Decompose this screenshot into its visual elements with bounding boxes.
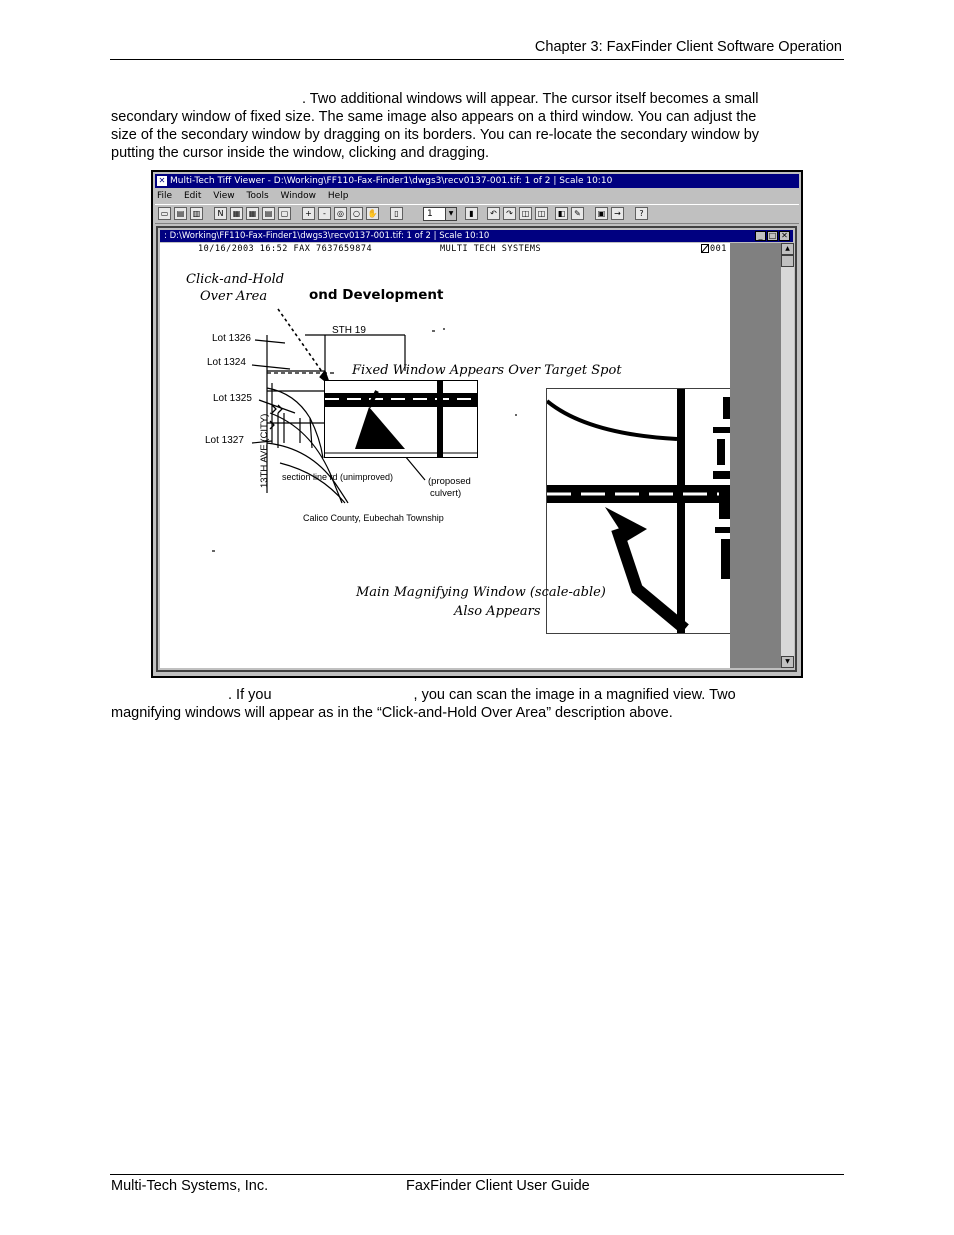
hand-icon[interactable]: ✋ — [367, 209, 378, 218]
fit-page-icon[interactable]: ▦ — [246, 207, 259, 220]
outro-line-1 — [111, 686, 831, 704]
intro-line-1: . Two additional windows will appear. The cursor itself becomes a small — [302, 91, 759, 107]
menu-help[interactable]: Help — [327, 191, 349, 201]
magnify-icon[interactable]: ○ — [350, 207, 363, 220]
app-title: Multi-Tech Tiff Viewer - D:\Working\FF110-Fax-Finder1\dwgs3\recv0137-001.tif: 1 of 2 | Scale 10:10 — [170, 176, 613, 186]
maximize-icon[interactable]: □ — [768, 231, 777, 240]
callout-click-hold-2: Over Area — [200, 289, 268, 304]
chapter-header: Chapter 3: FaxFinder Client Software Operation — [534, 39, 842, 55]
menu-file[interactable]: File — [157, 191, 173, 201]
fax-header-page: 001 — [710, 244, 727, 254]
footer-company: Multi-Tech Systems, Inc. — [111, 1178, 269, 1194]
callout-main-magnifier-2: Also Appears — [454, 604, 541, 619]
document-background — [730, 243, 781, 668]
help-icon[interactable]: ? — [635, 207, 648, 220]
callout-fixed-window: Fixed Window Appears Over Target Spot — [352, 363, 622, 378]
menu-view[interactable]: View — [213, 191, 235, 201]
outro-line-2: magnifying windows will appear as in the “Click-and-Hold Over Area” description above. — [111, 705, 673, 721]
chevron-down-icon[interactable]: ▼ — [445, 208, 456, 220]
vertical-scrollbar[interactable] — [781, 243, 794, 668]
intro-line-3: size of the secondary window by dragging on its borders. You can re-locate the secondary window by — [111, 127, 760, 143]
intro-line-2: secondary window of fixed size. The same image also appears on a third window. You can adjust the — [111, 109, 757, 125]
print-icon[interactable]: ▤ — [174, 207, 187, 220]
normal-view-icon[interactable]: N — [214, 207, 227, 220]
toolbar — [155, 204, 799, 224]
page-selector[interactable] — [423, 207, 457, 221]
scroll-thumb[interactable] — [781, 255, 794, 267]
fit-height-icon[interactable]: ▤ — [262, 207, 275, 220]
label-proposed: (proposed — [428, 476, 471, 487]
label-sth-19: STH 19 — [332, 325, 366, 336]
window-buttons — [754, 231, 790, 243]
zoom-in-icon[interactable]: + — [302, 207, 315, 220]
document-title: : D:\Working\FF110-Fax-Finder1\dwgs3\recv0137-001.tif: 1 of 2 | Scale 10:10 — [164, 231, 490, 241]
flip-icon[interactable]: ◫ — [519, 207, 532, 220]
rotate-left-icon[interactable]: ↶ — [487, 207, 500, 220]
annotate-icon[interactable]: ✎ — [571, 207, 584, 220]
callout-main-magnifier-1: Main Magnifying Window (scale-able) — [356, 585, 606, 600]
zoom-out-icon[interactable]: - — [318, 207, 331, 220]
close-icon[interactable]: ✕ — [779, 231, 790, 241]
scroll-up-icon[interactable]: ▲ — [781, 243, 794, 255]
zoom-area-icon[interactable]: ◎ — [334, 207, 347, 220]
document-window — [156, 226, 797, 672]
fixed-magnifier-window[interactable] — [324, 380, 478, 458]
label-lot-1327: Lot 1327 — [205, 435, 244, 446]
rotate-right-icon[interactable]: ↷ — [503, 207, 516, 220]
exit-icon[interactable]: → — [611, 207, 624, 220]
invert-icon[interactable]: ◧ — [555, 207, 568, 220]
outro-paragraph — [111, 686, 831, 722]
label-lot-1326: Lot 1326 — [212, 333, 251, 344]
intro-line-4: putting the cursor inside the window, clicking and dragging. — [111, 145, 490, 161]
label-lot-1324: Lot 1324 — [207, 357, 246, 368]
outro-line-1b: , you can scan the image in a magnified view. Two — [413, 687, 736, 703]
menu-bar — [157, 190, 357, 203]
callout-click-hold-1: Click-and-Hold — [186, 272, 285, 287]
label-lot-1325: Lot 1325 — [213, 393, 252, 404]
fax-image-area[interactable] — [160, 243, 730, 668]
properties-icon[interactable]: ▣ — [595, 207, 608, 220]
minimize-icon[interactable]: _ — [755, 231, 766, 241]
open-icon[interactable]: ▭ — [158, 207, 171, 220]
menu-tools[interactable]: Tools — [246, 191, 269, 201]
label-county: Calico County, Eubechah Township — [303, 513, 444, 523]
fit-width-icon[interactable]: ▦ — [230, 207, 243, 220]
app-titlebar — [155, 174, 799, 188]
label-culvert: culvert) — [430, 488, 462, 499]
header-rule — [110, 59, 844, 60]
mirror-icon[interactable]: ◫ — [535, 207, 548, 220]
fax-header-date: 10/16/2003 16:52 FAX 7637659874 — [198, 244, 373, 254]
fax-header-company: MULTI TECH SYSTEMS — [440, 244, 542, 254]
document-titlebar — [160, 230, 793, 242]
intro-paragraph — [111, 90, 831, 162]
tiff-viewer-screenshot — [151, 170, 803, 678]
menu-edit[interactable]: Edit — [183, 191, 202, 201]
thumbnail-icon[interactable]: ▢ — [278, 207, 291, 220]
map-heading: ond Development — [309, 287, 444, 303]
page-selector-value: 1 — [427, 209, 433, 219]
outro-line-1a: . If you — [228, 687, 272, 703]
prev-page-icon[interactable]: ▮ — [465, 207, 478, 220]
copy-icon[interactable]: ▥ — [190, 207, 203, 220]
footer-guide: FaxFinder Client User Guide — [406, 1178, 590, 1194]
fixed-window-image — [325, 381, 477, 457]
label-13th-ave: 13TH AVE (CITY) — [259, 413, 270, 488]
footer-rule — [110, 1174, 844, 1175]
menu-window[interactable]: Window — [280, 191, 317, 201]
scroll-down-icon[interactable]: ▼ — [781, 656, 794, 668]
label-section-line: section line rd (unimproved) — [282, 472, 394, 482]
app-icon: ✕ — [158, 176, 166, 185]
page-icon[interactable]: ▯ — [390, 207, 403, 220]
